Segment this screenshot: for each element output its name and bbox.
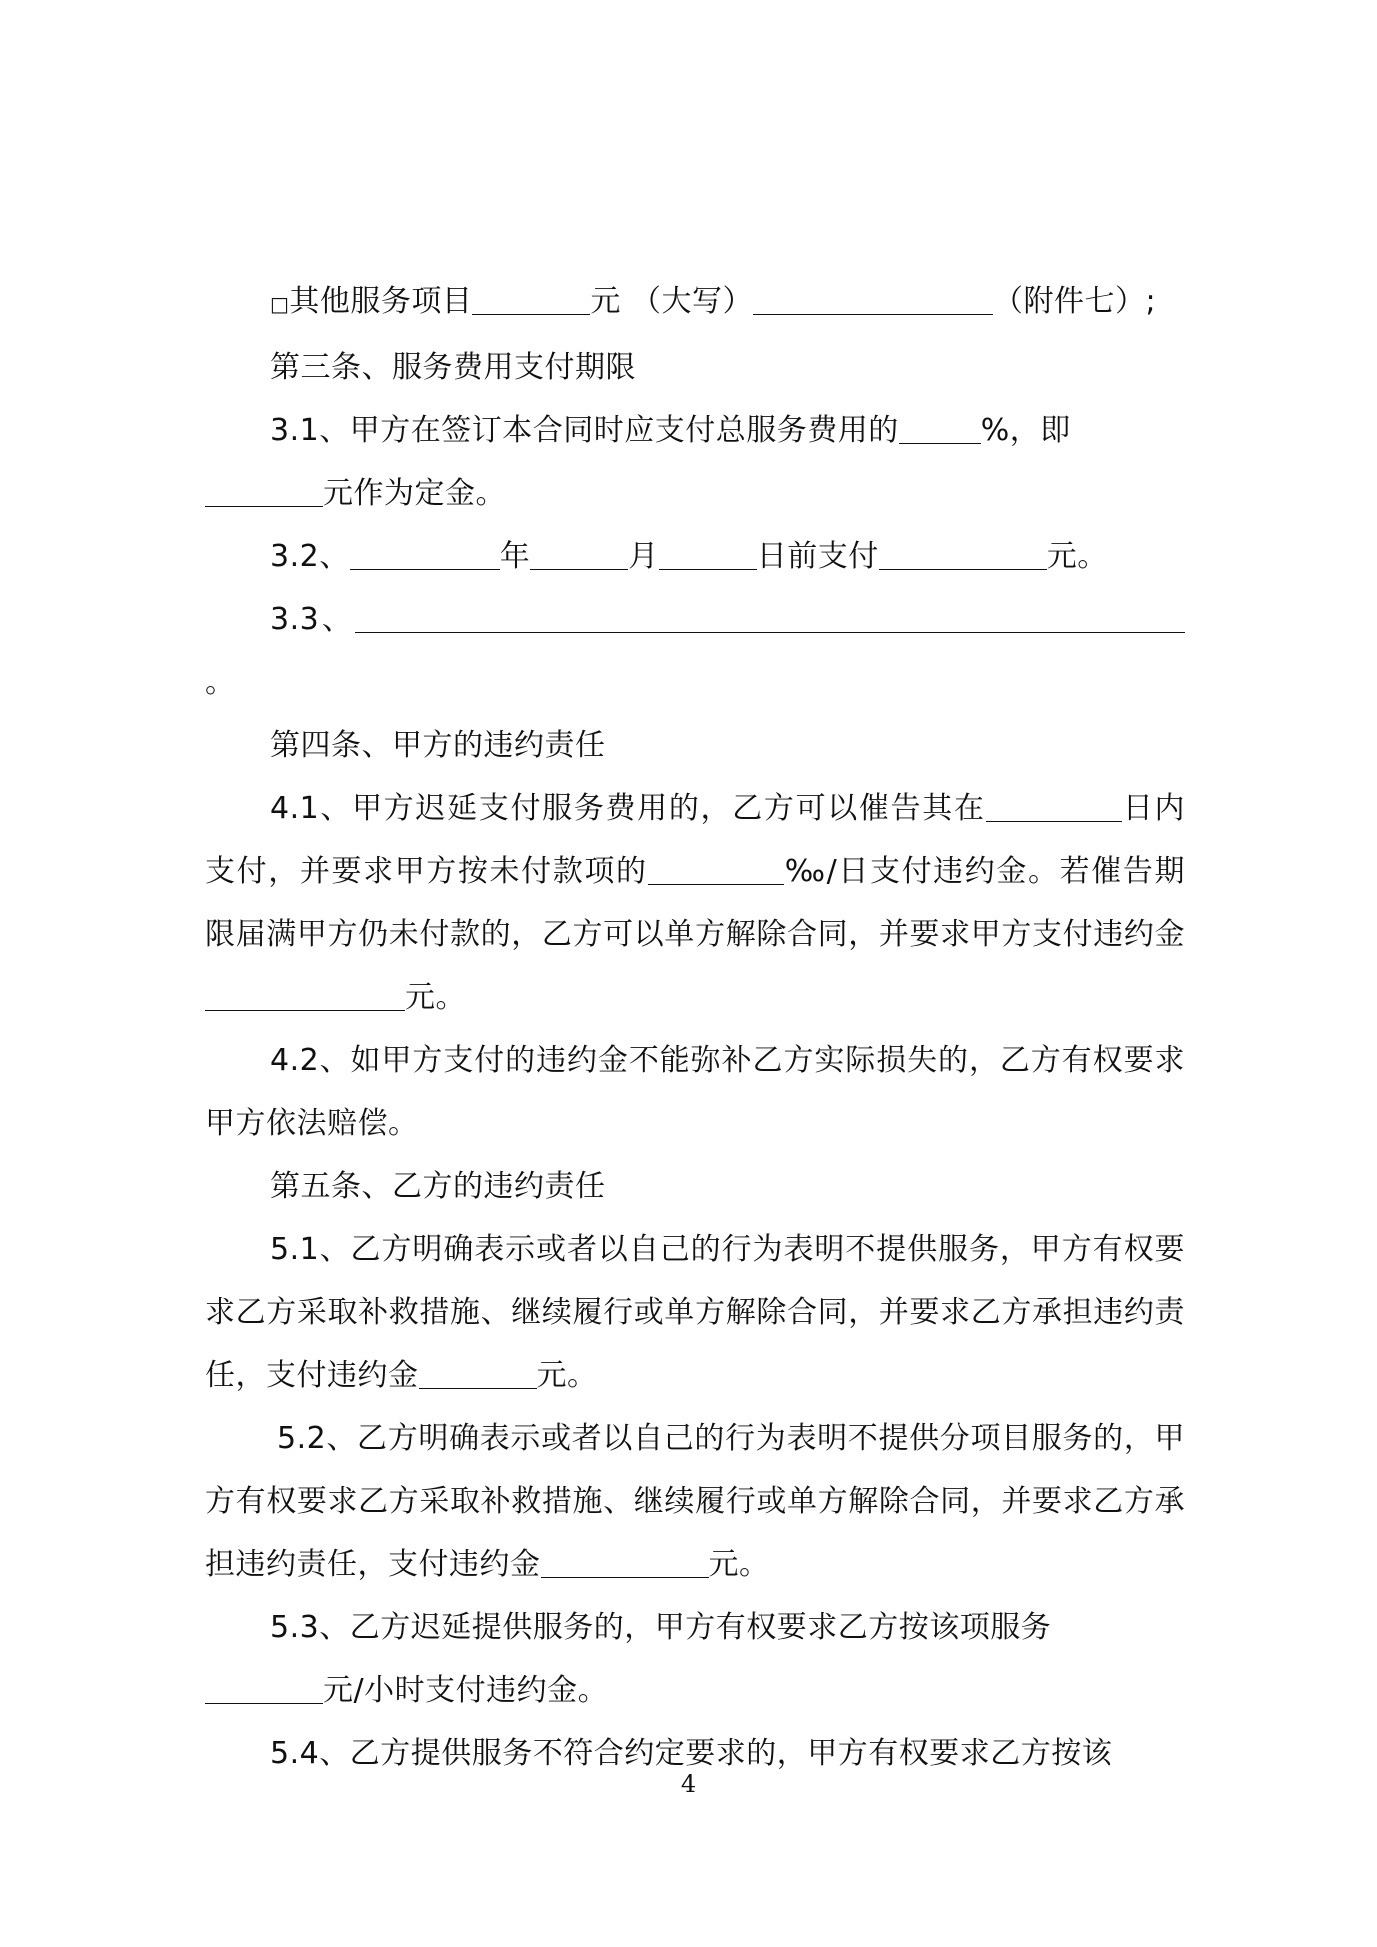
clause-text: 3.2、	[270, 539, 350, 574]
page-number: 4	[680, 1770, 697, 1798]
other-items-line	[205, 270, 1185, 336]
clause-5-4: 5.4、乙方提供服务不符合约定要求的，甲方有权要求乙方按该	[270, 1736, 1113, 1771]
clause-text: 5.1、乙方明确表示或者以自己的行为表明不提供服务，甲方有权要求乙方采取补救措施、继续履行或单方解除合同，并要求乙方承担违约责任，支付违约金	[205, 1232, 1185, 1393]
clause-text: 5.3、乙方迟延提供服务的，甲方有权要求乙方按该项服务	[270, 1610, 1052, 1645]
amount-blank[interactable]	[541, 1541, 709, 1578]
clause-text: 4.1、甲方迟延支付服务费用的，乙方可以催告其在	[270, 791, 986, 826]
clause-3-1	[205, 399, 1185, 525]
clause-text: 日内支付，并要求甲方按未付款项的	[205, 791, 1185, 889]
clause-5-2	[205, 1407, 1185, 1596]
clause-5-3	[205, 1596, 1185, 1722]
fill-blank[interactable]	[753, 278, 993, 315]
month-blank[interactable]	[530, 533, 628, 570]
clause-4-2: 4.2、如甲方支付的违约金不能弥补乙方实际损失的，乙方有权要求甲方依法赔偿。	[205, 1043, 1185, 1141]
days-blank[interactable]	[986, 785, 1122, 822]
clause-text: 元作为定金。	[323, 476, 506, 511]
amount-blank[interactable]	[205, 974, 405, 1011]
month-label: 月	[628, 539, 659, 574]
rate-blank[interactable]	[648, 848, 784, 885]
fill-blank[interactable]	[899, 407, 981, 444]
annex-text: （附件七）;	[992, 284, 1157, 319]
caps-text: （大写）	[630, 284, 753, 319]
checkbox-icon[interactable]: □	[270, 292, 290, 316]
clause-3-2	[205, 525, 1185, 588]
day-label: 日前支付	[756, 539, 879, 574]
document-page	[205, 270, 1185, 1785]
clause-text: 元。	[708, 1547, 770, 1582]
clause-text: 元。	[536, 1358, 598, 1393]
clause-text: 3.1、甲方在签订本合同时应支付总服务费用的	[270, 413, 899, 448]
fill-blank[interactable]	[355, 596, 1185, 633]
clause-text: 3.3、	[270, 602, 355, 637]
clause-5-1	[205, 1218, 1185, 1407]
clause-text: ‰/日支付违约金。若催告期限届满甲方仍未付款的，乙方可以单方解除合同，并要求甲方支付违约金	[205, 854, 1185, 952]
clause-4-1	[205, 777, 1185, 1029]
clause-text: 5.2、乙方明确表示或者以自己的行为表明不提供分项目服务的，甲方有权要求乙方采取补救措施、继续履行或单方解除合同，并要求乙方承担违约责任，支付违约金	[205, 1421, 1185, 1582]
clause-text: 元。	[405, 980, 466, 1015]
amount-blank[interactable]	[205, 1667, 323, 1704]
amount-blank[interactable]	[419, 1352, 537, 1389]
other-items-label: 其他服务项目	[289, 284, 473, 319]
amount-blank[interactable]	[879, 533, 1047, 570]
year-blank[interactable]	[350, 533, 500, 570]
clause-3-3	[205, 588, 1185, 714]
fill-blank[interactable]	[472, 278, 590, 315]
fill-blank[interactable]	[205, 470, 323, 507]
article-4-title: 第四条、甲方的违约责任	[270, 728, 606, 763]
unit-text: 元	[590, 284, 621, 319]
day-blank[interactable]	[659, 533, 757, 570]
year-label: 年	[499, 539, 531, 574]
clause-text: 元/小时支付违约金。	[323, 1673, 609, 1708]
clause-text: %，即	[980, 413, 1071, 448]
clause-text: 。	[205, 665, 236, 700]
article-5-title: 第五条、乙方的违约责任	[270, 1169, 606, 1204]
unit-text: 元。	[1046, 539, 1108, 574]
article-3-title: 第三条、服务费用支付期限	[270, 350, 636, 385]
